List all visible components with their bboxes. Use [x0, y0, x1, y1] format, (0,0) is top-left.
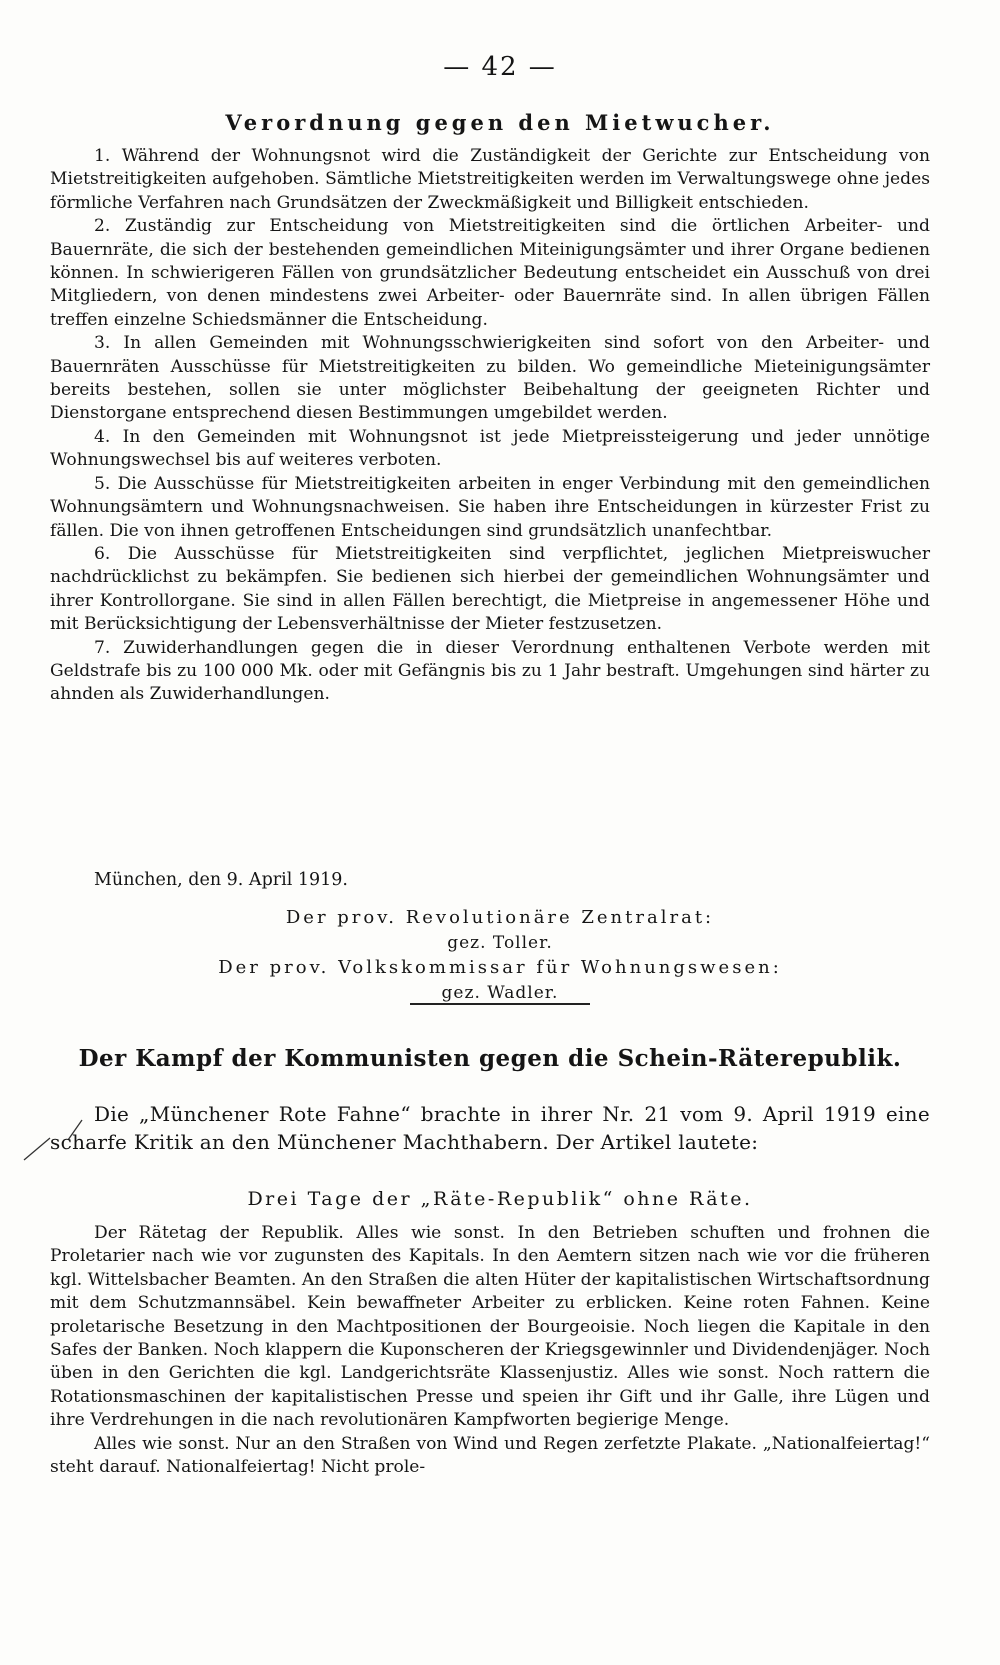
chapter-intro — [50, 1100, 930, 1156]
signature-role: Der prov. Volkskommissar für Wohnungswesen: — [218, 957, 782, 978]
article-paragraph-1: Der Rätetag der Republik. Alles wie sonst. In den Betrieben schuften und frohnen die Proletarier nach wie vor zugunsten des Kapitals. In den Aemtern sitzen nach wie vor die früheren kgl. Wittelsbacher Beamten. An den Straßen die alten Hüter der kapitalistischen Wirtschaftsordnung mit dem Schutzmannsäbel. Kein bewaffneter Arbeiter zu erblicken. Keine roten Fahnen. Keine proletarische Besetzung in den Machtpositionen der Bourgeoisie. Noch liegen die Kapitale in den Safes der Banken. Noch klappern die Kuponscheren der Kriegsgewinnler und Dividendenjäger. Noch üben in den Gerichten die kgl. Landgerichtsräte Klassenjustiz. Alles wie sonst. Noch rattern die Rotationsmaschinen der kapitalistischen Presse und speien ihr Gift und ihr Galle, ihre Lügen und ihre Verdrehungen in die nach revolutionären Kampfworten begierige Menge. — [50, 1223, 930, 1431]
ordinance-paragraph-2: 2. Zuständig zur Entscheidung von Mietstreitigkeiten sind die örtlichen Arbeiter- und Bauernräte, die sich der bestehenden gemeindlichen Miteinigungsämter und ihrer Organe bedienen können. In schwierigeren Fällen von grundsätzlicher Bedeutung entscheidet ein Ausschuß von drei Mitgliedern, von denen mindestens zwei Arbeiter- oder Bauernräte sind. In allen übrigen Fällen treffen einzelne Schiedsmänner die Entscheidung. — [50, 216, 930, 330]
chapter-heading: Der Kampf der Kommunisten gegen die Schein-Räterepublik. — [78, 1045, 902, 1072]
ordinance-paragraph-3: 3. In allen Gemeinden mit Wohnungsschwierigkeiten sind sofort von den Arbeiter- und Bauernräten Ausschüsse für Mietstreitigkeiten zu bilden. Wo gemeindliche Mieteinigungsämter bereits bestehen, sollen sie unter möglichster Beibehaltung der geeigneten Richter und Dienstorgane entsprechend diesen Bestimmungen umgebildet werden. — [50, 333, 930, 424]
article-body — [50, 1222, 930, 1479]
article-paragraph-2: Alles wie sonst. Nur an den Straßen von Wind und Regen zerfetzte Plakate. „Nationalfeiertag!“ steht darauf. Nationalfeiertag! Nicht prole- — [50, 1433, 930, 1478]
section-divider — [410, 1003, 590, 1005]
ordinance-body — [50, 145, 930, 707]
ordinance-paragraph-6: 6. Die Ausschüsse für Mietstreitigkeiten sind verpflichtet, jeglichen Mietpreiswucher nachdrücklichst zu bekämpfen. Sie bedienen sich hierbei der gemeindlichen Wohnungsämter und ihrer Kontrollorgane. Sie sind in allen Fällen berechtigt, die Mietpreise in angemessener Höhe und mit Berücksichtigung der Lebensverhältnisse der Mieter festzusetzen. — [50, 543, 930, 635]
signature-block-1 — [0, 905, 1000, 956]
page-number: — 42 — — [443, 52, 557, 82]
ordinance-paragraph-4: 4. In den Gemeinden mit Wohnungsnot ist jede Mietpreissteigerung und jeder unnötige Wohnungswechsel bis auf weiteres verboten. — [50, 426, 930, 471]
ordinance-paragraph-7: 7. Zuwiderhandlungen gegen die in dieser Verordnung enthaltenen Verbote werden mit Geldstrafe bis zu 100 000 Mk. oder mit Gefängnis bis zu 1 Jahr bestraft. Umgehungen sind härter zu ahnden als Zuwiderhandlungen. — [50, 637, 930, 705]
signature-name: gez. Wadler. — [441, 983, 559, 1003]
article-title: Drei Tage der „Räte-Republik“ ohne Räte. — [247, 1188, 753, 1210]
ordinance-date: München, den 9. April 1919. — [94, 870, 348, 890]
ordinance-title: Verordnung gegen den Mietwucher. — [225, 110, 775, 135]
intro-paragraph: Die „Münchener Rote Fahne“ brachte in ihrer Nr. 21 vom 9. April 1919 eine scharfe Kritik an den Münchener Machthabern. Der Artikel lautete: — [50, 1102, 930, 1154]
signature-name: gez. Toller. — [447, 933, 553, 953]
signature-block-2 — [0, 955, 1000, 1006]
signature-role: Der prov. Revolutionäre Zentralrat: — [285, 907, 715, 928]
ordinance-paragraph-5: 5. Die Ausschüsse für Mietstreitigkeiten arbeiten in enger Verbindung mit den gemeindlichen Wohnungsämtern und Wohnungsnachweisen. Sie haben ihre Entscheidungen in kürzester Frist zu fällen. Die von ihnen getroffenen Entscheidungen sind grundsätzlich unanfechtbar. — [50, 473, 930, 541]
ordinance-paragraph-1: 1. Während der Wohnungsnot wird die Zuständigkeit der Gerichte zur Entscheidung von Mietstreitigkeiten aufgehoben. Sämtliche Mietstreitigkeiten werden im Verwaltungswege ohne jedes förmliche Verfahren nach Grundsätzen der Zweckmäßigkeit und Billigkeit entschieden. — [50, 146, 930, 213]
